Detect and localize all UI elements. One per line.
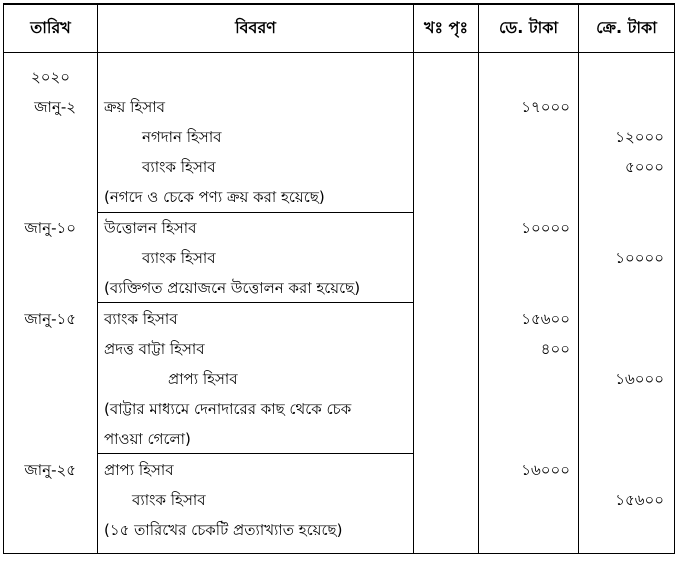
- credit-account: ব্যাংক হিসাব: [132, 491, 206, 509]
- debit-amount: ১৬০০০: [521, 461, 570, 479]
- entry-separator: [97, 302, 414, 303]
- narration: (বাট্টার মাধ্যমে দেনাদারের কাছ থেকে চেক: [104, 400, 352, 418]
- header-date: তারিখ: [30, 18, 71, 37]
- credit-amount: ১২০০০: [615, 128, 664, 146]
- column-divider-particulars: [413, 3, 414, 554]
- entry-separator: [97, 212, 414, 213]
- narration: (১৫ তারিখের চেকটি প্রত্যাখ্যাত হয়েছে): [104, 521, 343, 539]
- entry-separator: [97, 453, 414, 454]
- narration: পাওয়া গেলো): [104, 430, 191, 448]
- debit-account: প্রাপ্য হিসাব: [104, 461, 174, 479]
- credit-amount: ৫০০০: [625, 158, 664, 176]
- table-right-border: [674, 3, 675, 554]
- debit-account: ব্যাংক হিসাব: [104, 310, 178, 328]
- header-bottom-border: [3, 52, 675, 53]
- credit-account: ব্যাংক হিসাব: [142, 158, 216, 176]
- table-bottom-border: [3, 553, 675, 554]
- column-divider-debit: [578, 3, 579, 554]
- debit-amount: ১৫৬০০: [521, 310, 570, 328]
- entry-date: জানু-২: [34, 98, 76, 116]
- debit-amount: ৪০০: [540, 340, 570, 358]
- narration: (নগদে ও চেকে পণ্য ক্রয় করা হয়েছে): [104, 188, 325, 206]
- credit-account: নগদান হিসাব: [142, 128, 222, 146]
- credit-account: ব্যাংক হিসাব: [142, 249, 216, 267]
- debit-account: উত্তোলন হিসাব: [104, 219, 197, 237]
- header-credit: ক্রে. টাকা: [596, 18, 657, 37]
- debit-amount: ১০০০০: [521, 219, 570, 237]
- entry-date: জানু-২৫: [24, 461, 76, 479]
- debit-account: প্রদত্ত বাট্টা হিসাব: [104, 340, 205, 358]
- debit-amount: ১৭০০০: [521, 98, 570, 116]
- year-label: ২০২০: [30, 68, 70, 86]
- credit-amount: ১৬০০০: [615, 370, 664, 388]
- column-divider-date: [97, 3, 98, 554]
- credit-account: প্রাপ্য হিসাব: [168, 370, 238, 388]
- header-debit: ডে. টাকা: [498, 18, 559, 37]
- entry-date: জানু-১৫: [24, 310, 76, 328]
- entry-date: জানু-১০: [24, 219, 76, 237]
- header-ledger-folio: খঃ পৃঃ: [424, 18, 468, 37]
- narration: (ব্যক্তিগত প্রয়োজনে উত্তোলন করা হয়েছে): [104, 279, 361, 297]
- header-particulars: বিবরণ: [235, 18, 276, 37]
- debit-account: ক্রয় হিসাব: [104, 98, 165, 116]
- table-top-border: [3, 3, 675, 5]
- credit-amount: ১৫৬০০: [615, 491, 664, 509]
- credit-amount: ১০০০০: [615, 249, 664, 267]
